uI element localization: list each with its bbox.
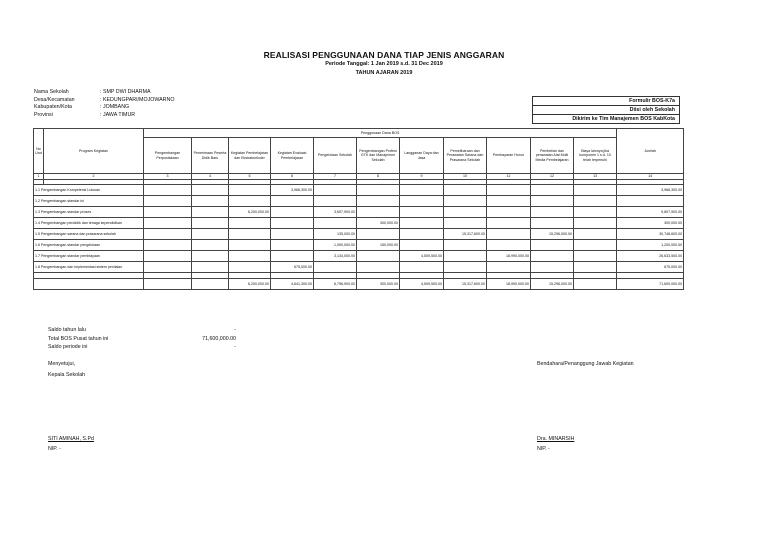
amount-cell <box>314 196 357 207</box>
header-jumlah: Jumlah <box>617 129 684 174</box>
table-row <box>34 185 684 196</box>
amount-cell <box>444 207 487 218</box>
amount-cell <box>144 240 192 251</box>
total-cell: 300,000.00 <box>357 279 400 290</box>
amount-cell: 675,000.00 <box>617 262 684 273</box>
table-row <box>34 218 684 229</box>
form-sent-to: Dikirim ke Tim Manajemen BOS KabKota <box>533 114 679 123</box>
amount-cell: 30,748,600.00 <box>617 229 684 240</box>
amount-cell <box>357 207 400 218</box>
col-number: 6 <box>271 174 314 180</box>
amount-cell <box>271 196 314 207</box>
info-row-school-name <box>34 89 174 97</box>
amount-cell <box>531 240 574 251</box>
header-col-5: Kegiatan Pembelajaran dan Ekstrakurikuler <box>229 138 271 174</box>
amount-cell <box>574 240 617 251</box>
school-info <box>34 89 174 119</box>
amount-cell <box>314 218 357 229</box>
col-number: 1 <box>34 174 44 180</box>
amount-cell <box>574 229 617 240</box>
header-col-11: Pembayaran Honor <box>487 138 531 174</box>
program-cell: 1.4 Pengembangan pendidik dan tenaga kependidikan <box>34 218 144 229</box>
amount-cell <box>487 218 531 229</box>
report-title: REALISASI PENGGUNAAN DANA TIAP JENIS ANGGARAN <box>263 50 505 60</box>
amount-cell: 135,000.00 <box>314 229 357 240</box>
amount-cell <box>357 185 400 196</box>
amount-cell <box>400 218 444 229</box>
totals-label-cell <box>34 279 144 290</box>
program-cell: 1.6 Pengembangan standar pengelolaan <box>34 240 144 251</box>
header-col-7: Pengelolaan Sekolah <box>314 138 357 174</box>
form-code: Formulir BOS-K7a <box>629 98 675 104</box>
balance-value: - <box>234 344 236 350</box>
amount-cell <box>357 262 400 273</box>
amount-cell <box>192 185 229 196</box>
amount-cell: 3,966,300.00 <box>617 185 684 196</box>
amount-cell <box>487 207 531 218</box>
amount-cell <box>192 196 229 207</box>
amount-cell <box>444 218 487 229</box>
amount-cell <box>271 240 314 251</box>
amount-cell: 15,296,000.00 <box>531 229 574 240</box>
amount-cell <box>144 251 192 262</box>
principal-role: Kepala Sekolah <box>48 372 86 378</box>
report-period: Periode Tanggal: 1 Jan 2019 s.d. 31 Dec 2019 <box>325 61 443 67</box>
amount-cell <box>531 207 574 218</box>
program-cell: 1.3 Pengembangan standar proses <box>34 207 144 218</box>
col-number: 13 <box>574 174 617 180</box>
table-row <box>34 196 684 207</box>
program-cell: 1.5 Pengembangan sarana dan prasarana sekolah <box>34 229 144 240</box>
amount-cell <box>444 196 487 207</box>
amount-cell <box>357 196 400 207</box>
principal-name: SITI AMINAH, S.Pd <box>48 436 94 442</box>
info-value: : JOMBANG <box>100 104 130 111</box>
amount-cell: 3,134,000.00 <box>314 251 357 262</box>
amount-cell <box>531 218 574 229</box>
info-row-regency <box>34 104 174 112</box>
budget-table <box>33 128 684 290</box>
amount-cell: 26,633,500.00 <box>617 251 684 262</box>
amount-cell <box>229 240 271 251</box>
amount-cell <box>574 207 617 218</box>
amount-cell <box>574 251 617 262</box>
form-filled-by: Diisi oleh Sekolah <box>533 105 679 114</box>
amount-cell <box>444 240 487 251</box>
amount-cell <box>357 229 400 240</box>
total-cell <box>192 279 229 290</box>
col-number: 14 <box>617 174 684 180</box>
balance-label: Saldo periode ini <box>48 344 88 350</box>
total-cell: 15,317,600.00 <box>444 279 487 290</box>
header-group-bos: Penggunaan Dana BOS <box>144 129 617 138</box>
header-col-12: Pembelian dan perawatan Alat Multi Media Pembelajaran <box>531 138 574 174</box>
amount-cell <box>400 207 444 218</box>
header-col-4: Penerimaan Peserta Didik Baru <box>192 138 229 174</box>
col-number: 2 <box>44 174 144 180</box>
table-row <box>34 262 684 273</box>
amount-cell <box>487 196 531 207</box>
col-number: 11 <box>487 174 531 180</box>
col-number: 10 <box>444 174 487 180</box>
amount-cell: 18,990,000.00 <box>487 251 531 262</box>
amount-cell: 9,807,900.00 <box>617 207 684 218</box>
header-col-10: Pemeliharaan dan Perawatan Sarana dan Prasarana Sekolah <box>444 138 487 174</box>
info-label: Provinsi <box>34 111 53 118</box>
amount-cell <box>144 196 192 207</box>
program-cell: 1.8 Pengembangan dan implementasi sistem penilaian <box>34 262 144 273</box>
amount-cell <box>574 262 617 273</box>
amount-cell <box>444 185 487 196</box>
header-col-13: Biaya lainnya jika komponen 1 s.d. 10 telah terpenuhi <box>574 138 617 174</box>
amount-cell <box>144 262 192 273</box>
header-no-urut: No Urut <box>34 129 44 174</box>
amount-cell <box>229 185 271 196</box>
amount-cell <box>617 196 684 207</box>
balance-row <box>48 343 236 352</box>
balance-summary <box>48 326 236 352</box>
program-cell: 1.2 Pengembangan standar isi <box>34 196 144 207</box>
amount-cell <box>229 196 271 207</box>
header-col-8: Pengembangan Profesi GTK dan Manajemen Sekolah <box>357 138 400 174</box>
amount-cell <box>192 262 229 273</box>
amount-cell <box>400 196 444 207</box>
amount-cell <box>487 240 531 251</box>
amount-cell <box>229 218 271 229</box>
amount-cell: 1,050,000.00 <box>314 240 357 251</box>
amount-cell: 1,200,000.00 <box>617 240 684 251</box>
amount-cell <box>271 229 314 240</box>
header-col-3: Pengembangan Perpustakaan <box>144 138 192 174</box>
balance-label: Saldo tahun lalu <box>48 327 86 333</box>
amount-cell <box>192 218 229 229</box>
amount-cell <box>229 229 271 240</box>
info-value: : JAWA TIMUR <box>100 111 136 118</box>
amount-cell <box>144 229 192 240</box>
amount-cell <box>271 251 314 262</box>
info-label: Kabupaten/Kota <box>34 104 72 111</box>
amount-cell <box>144 185 192 196</box>
table-row <box>34 251 684 262</box>
amount-cell <box>192 240 229 251</box>
amount-cell <box>192 251 229 262</box>
table-row <box>34 240 684 251</box>
amount-cell <box>271 218 314 229</box>
info-label: Desa/Kecamatan <box>34 96 75 103</box>
amount-cell <box>574 196 617 207</box>
amount-cell <box>400 229 444 240</box>
info-value: : SMP DWI DHARMA <box>100 89 151 95</box>
info-value: : KEDUNGPARI/MOJOWARNO <box>100 96 175 103</box>
amount-cell: 15,317,600.00 <box>444 229 487 240</box>
amount-cell <box>574 218 617 229</box>
academic-year: TAHUN AJARAN 2019 <box>355 70 413 76</box>
amount-cell: 4,509,500.00 <box>400 251 444 262</box>
amount-cell <box>444 262 487 273</box>
amount-cell <box>531 185 574 196</box>
amount-cell <box>271 207 314 218</box>
balance-value: - <box>234 327 236 333</box>
total-cell: 6,796,900.00 <box>314 279 357 290</box>
treasurer-nip: NIP. - <box>537 446 550 452</box>
amount-cell <box>229 262 271 273</box>
amount-cell: 675,000.00 <box>271 262 314 273</box>
totals-row <box>34 279 684 290</box>
amount-cell <box>357 251 400 262</box>
balance-row <box>48 335 236 344</box>
total-cell: 15,296,000.00 <box>531 279 574 290</box>
amount-cell <box>487 262 531 273</box>
col-number: 7 <box>314 174 357 180</box>
balance-row <box>48 326 236 335</box>
amount-cell <box>531 262 574 273</box>
total-cell <box>574 279 617 290</box>
col-number: 8 <box>357 174 400 180</box>
amount-cell <box>314 185 357 196</box>
info-row-province <box>34 112 174 120</box>
col-number: 3 <box>144 174 192 180</box>
program-cell: 1.1 Pengembangan Kompetensi Lulusan <box>34 185 144 196</box>
total-cell: 18,990,000.00 <box>487 279 531 290</box>
amount-cell <box>144 207 192 218</box>
program-cell: 1.7 Pengembangan standar pembiayaan <box>34 251 144 262</box>
col-number: 12 <box>531 174 574 180</box>
amount-cell <box>400 262 444 273</box>
total-cell: 6,200,000.00 <box>229 279 271 290</box>
amount-cell <box>400 185 444 196</box>
amount-cell: 3,966,300.00 <box>271 185 314 196</box>
amount-cell <box>400 240 444 251</box>
amount-cell <box>444 251 487 262</box>
info-row-village <box>34 97 174 105</box>
treasurer-role: Bendahara/Penanggung Jawab Kegiatan <box>537 361 634 367</box>
header-col-9: Langganan Daya dan Jasa <box>400 138 444 174</box>
table-row <box>34 207 684 218</box>
balance-value: 71,600,000.00 <box>202 335 236 342</box>
amount-cell <box>487 185 531 196</box>
amount-cell: 300,000.00 <box>357 218 400 229</box>
amount-cell: 6,200,000.00 <box>229 207 271 218</box>
total-cell: 4,641,300.00 <box>271 279 314 290</box>
table-row <box>34 229 684 240</box>
amount-cell: 150,000.00 <box>357 240 400 251</box>
info-label: Nama Sekolah <box>34 89 69 95</box>
amount-cell <box>531 196 574 207</box>
amount-cell: 300,000.00 <box>617 218 684 229</box>
col-number: 9 <box>400 174 444 180</box>
balance-label: Total BOS Pusat tahun ini <box>48 335 109 342</box>
amount-cell <box>192 229 229 240</box>
amount-cell <box>531 251 574 262</box>
amount-cell <box>487 229 531 240</box>
amount-cell <box>574 185 617 196</box>
amount-cell <box>192 207 229 218</box>
treasurer-name: Dra. MINARSIH <box>537 436 575 442</box>
total-cell: 4,509,500.00 <box>400 279 444 290</box>
header-program: Program Kegiatan <box>44 129 144 174</box>
header-col-6: Kegiatan Evaluasi Pembelajaran <box>271 138 314 174</box>
total-cell <box>144 279 192 290</box>
principal-nip: NIP. - <box>48 446 61 452</box>
amount-cell <box>314 262 357 273</box>
col-number: 4 <box>192 174 229 180</box>
approval-label: Menyetujui, <box>48 361 76 367</box>
amount-cell: 3,607,900.00 <box>314 207 357 218</box>
total-cell: 71,600,000.00 <box>617 279 684 290</box>
amount-cell <box>229 251 271 262</box>
form-info-box <box>532 96 680 124</box>
amount-cell <box>144 218 192 229</box>
col-number: 5 <box>229 174 271 180</box>
